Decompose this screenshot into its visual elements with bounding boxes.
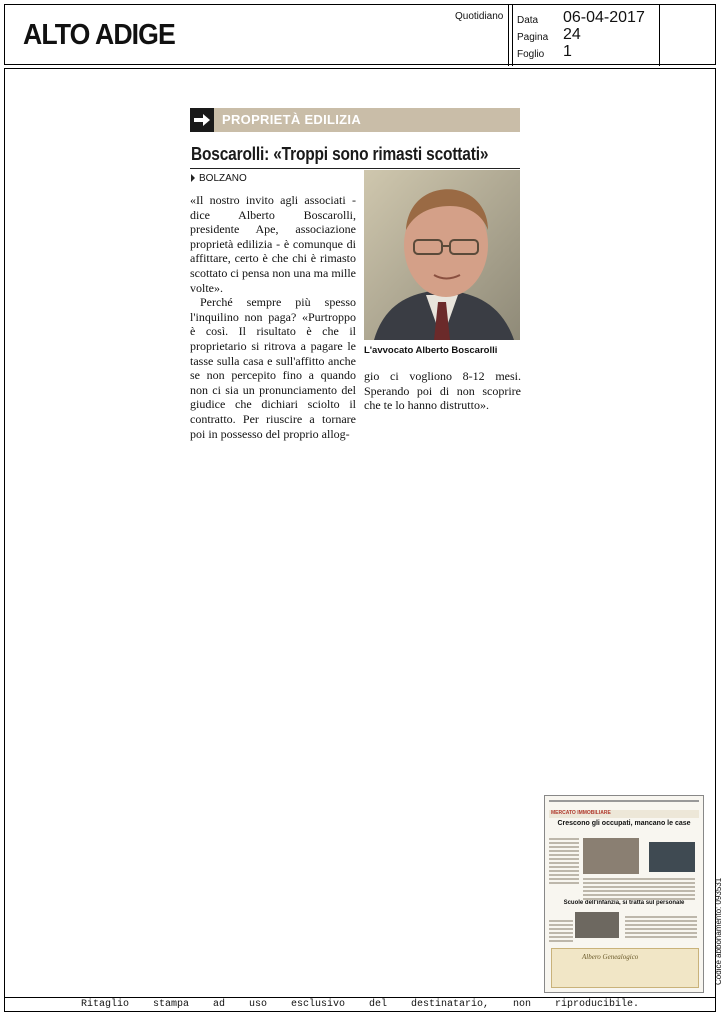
- thumb-text-line: [583, 894, 695, 896]
- dateline-text: BOLZANO: [199, 173, 247, 184]
- divider: [508, 5, 509, 66]
- thumb-ad: [551, 948, 699, 988]
- thumb-text-line: [625, 936, 697, 938]
- thumb-text-line: [549, 854, 579, 856]
- thumb-text-line: [583, 882, 695, 884]
- subscription-code: Codice abbonamento: 093531: [714, 877, 723, 985]
- thumb-text-line: [549, 874, 579, 876]
- publication-type: Quotidiano: [455, 11, 504, 22]
- thumb-text-line: [625, 928, 697, 930]
- thumb-text-line: [549, 850, 579, 852]
- divider: [659, 5, 660, 66]
- paragraph: «Il nostro invito agli associati - dice Alberto Boscarolli, presidente Ape, associazione proprietà edilizia - è comunque di affittare, certo è che chi è rimasto scottato ci pensa non una ma mille volte».: [190, 193, 356, 295]
- page-thumbnail: [544, 795, 704, 993]
- thumb-text-line: [549, 870, 579, 872]
- portrait-photo: [364, 170, 520, 340]
- thumb-headline-2: Scuole dell'infanzia, si tratta sul personale: [563, 900, 685, 906]
- page-value: 24: [563, 26, 581, 43]
- thumb-text-line: [549, 940, 573, 942]
- thumb-text-line: [549, 882, 579, 884]
- clipping-meta: [517, 5, 657, 60]
- thumb-text-line: [549, 846, 579, 848]
- thumb-section-label: MERCATO IMMOBILIARE: [551, 810, 611, 816]
- article-column-1: [190, 193, 356, 441]
- thumb-text-line: [549, 862, 579, 864]
- dateline: [191, 173, 247, 184]
- thumb-text-line: [549, 920, 573, 922]
- divider: [549, 800, 699, 802]
- meta-row-page: [517, 26, 657, 43]
- sheet-label: Foglio: [517, 49, 545, 60]
- thumb-photo: [575, 912, 619, 938]
- thumb-text-line: [583, 878, 695, 880]
- thumb-text-line: [625, 924, 697, 926]
- thumb-text-line: [625, 916, 697, 918]
- masthead-logo: ALTO ADIGE: [23, 19, 175, 51]
- article-column-2: [364, 369, 521, 413]
- page-label: Pagina: [517, 32, 549, 43]
- article-headline: Boscarolli: «Troppi sono rimasti scottati»: [191, 144, 489, 164]
- thumb-text-line: [583, 898, 695, 900]
- arrow-right-icon: [190, 108, 214, 132]
- paragraph: Perché sempre più spesso l'inquilino non paga? «Purtroppo è così. Il risultato è che il proprietario si ritrova a pagare le tasse sulla casa e sull'affitto anche se non percepito fino a quando non ci sia un pronunciamento del giudice che dichiari sciolto il contratto. Per riuscire a tornare poi in possesso del proprio allog-: [190, 295, 356, 441]
- thumb-text-line: [549, 928, 573, 930]
- meta-row-sheet: [517, 43, 657, 60]
- sheet-value: 1: [563, 43, 572, 60]
- thumb-text-line: [549, 924, 573, 926]
- headline-rule: [190, 168, 520, 169]
- thumb-text-line: [583, 886, 695, 888]
- meta-row-date: [517, 9, 657, 26]
- thumb-text-line: [549, 838, 579, 840]
- thumb-section-bar: [549, 810, 699, 818]
- photo-caption: L'avvocato Alberto Boscarolli: [364, 345, 498, 356]
- thumb-photo: [583, 838, 639, 874]
- clipping-header: [4, 4, 716, 65]
- footer-notice: Ritaglio stampa ad uso esclusivo del destinatario, non riproducibile.: [80, 999, 640, 1010]
- thumb-text-line: [625, 920, 697, 922]
- thumb-headline-1: Crescono gli occupati, mancano le case: [557, 820, 691, 827]
- section-bar: [190, 108, 520, 132]
- thumb-text-line: [549, 932, 573, 934]
- divider: [512, 5, 513, 66]
- thumb-text-line: [549, 936, 573, 938]
- thumb-photo: [649, 842, 695, 872]
- paragraph: gio ci vogliono 8-12 mesi. Sperando poi di non scoprire che te lo hanno distrutto».: [364, 369, 521, 413]
- triangle-icon: [191, 174, 195, 182]
- date-label: Data: [517, 15, 539, 26]
- thumb-text-line: [625, 932, 697, 934]
- thumb-ad-title: Albero Genealogico: [582, 953, 639, 961]
- thumb-text-line: [549, 842, 579, 844]
- thumb-text-line: [583, 890, 695, 892]
- thumb-text-line: [549, 858, 579, 860]
- date-value: 06-04-2017: [563, 9, 645, 26]
- thumb-text-line: [549, 866, 579, 868]
- section-label: PROPRIETÀ EDILIZIA: [222, 112, 362, 127]
- thumb-text-line: [549, 878, 579, 880]
